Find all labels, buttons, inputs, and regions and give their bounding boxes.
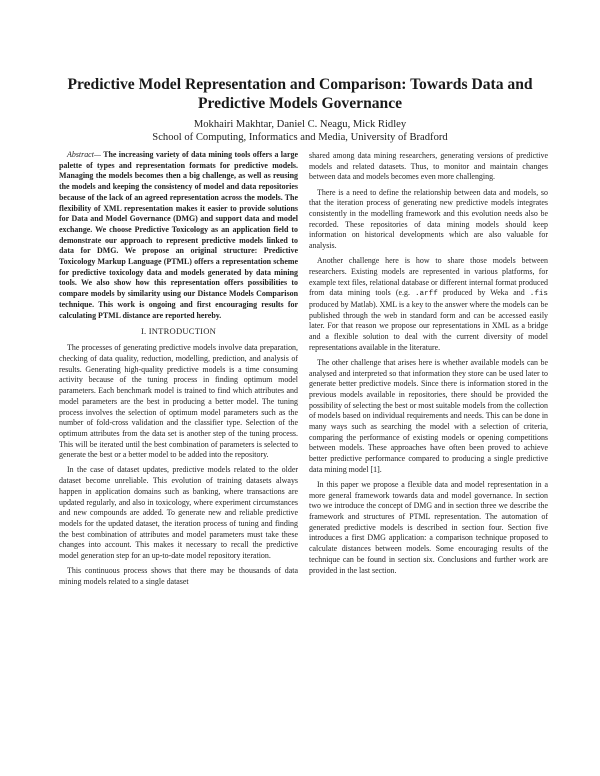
intro-paragraph-4: There is a need to define the relationship between data and models, so that the iteration process of generating new predictive models integrates consistently in the modelling framework and this evolution needs also be recorded. These repositories of data mining models should keep information on historical developments which are also valuable for analysis. [309, 187, 548, 251]
author-affiliation: School of Computing, Informatics and Media, University of Bradford [152, 132, 448, 143]
arff-extension: .arff [415, 290, 438, 299]
abstract-text: The increasing variety of data mining tools offers a large palette of types and representation formats for predictive models. Managing the models becomes then a big challenge, as well as reusing the models and keeping the consistency of model and data repositories because of the lack of an agreed representation across the models. The flexibility of XML representation makes it easier to provide solutions for Data and Model Governance (DMG) and support data and model exchange. We choose Predictive Toxicology as an application field to demonstrate our approach to represent predictive models linked to data for DMG. We propose an original structure: Predictive Toxicology Markup Language (PTML) offers a representation scheme for predictive toxicology data and models generated by data mining tools. We also show how this representation offers possibilities to compare models by similarity using our Distance Models Comparison technique. This work is ongoing and first encouraging results for calculating PTML distance are reported hereby. [59, 150, 298, 320]
intro-paragraph-7: In this paper we propose a flexible data and model representation in a more general framework towards data and model governance. In section two we introduce the concept of DMG and in section three we describe the framework and structures of PTML representation. The automation of generated predictive models is described in section four. Section five introduces a first DMG application: a comparison technique proposed to calculate distances between models. Some encouraging results of the technique can be found in section six. Conclusions and further work are provided in the last section. [309, 479, 548, 575]
intro-paragraph-6: The other challenge that arises here is whether available models can be analysed and interpreted so that information they store can be used later to generate better predictive models. Since there is information stored in the previous models available in repositories, there should be provided the possibility of selecting the best or most suitable models from the collection of models based on individual requirements and needs. This can be done in many ways such as searching the model with a selection of criteria, comparing the performance of existing models or opening competitions between models. These approaches have often been proved to achieve better predictive performance compared to producing a single predictive data mining model [1]. [309, 357, 548, 474]
author-block [40, 118, 560, 144]
intro-paragraph-2: In the case of dataset updates, predictive models related to the older dataset become unreliable. This evolution of training datasets always happen in application domains such as banking, where transactions are updated regularly, and also in toxicology, where experiment circumstances and new compounds are added. To generate new and reliable predictive models for the updated dataset, the iteration process of tuning and finding the best combination of attributes and model parameters must take these changes into account. This makes it necessary to recall the predictive model generation step for an up-to-date model repository iteration. [59, 465, 298, 561]
right-column [309, 151, 548, 581]
abstract-label: Abstract [67, 150, 94, 159]
intro-paragraph-3-continued: shared among data mining researchers, generating versions of predictive models and related datasets. Thus, to monitor and maintain changes between data and models becomes even more challenging. [309, 151, 548, 182]
fis-extension: .fis [529, 290, 548, 299]
paper-title: Predictive Model Representation and Comparison: Towards Data and Predictive Models Governance [67, 76, 533, 112]
intro-paragraph-3: This continuous process shows that there may be thousands of data mining models related to a single dataset [59, 566, 298, 586]
abstract: Abstract— The increasing variety of data mining tools offers a large palette of types and representation formats for predictive models. Managing the models becomes then a big challenge, as well as reusing the models and keeping the consistency of model and data repositories because of the lack of an agreed representation across the models. The flexibility of XML representation makes it easier to provide solutions for Data and Model Governance (DMG) and support data and model exchange. We choose Predictive Toxicology as an application field to demonstrate our approach to represent predictive models linked to data for DMG. We propose an original structure: Predictive Toxicology Markup Language (PTML) offers a representation scheme for predictive toxicology data and models generated by data mining tools. We also show how this representation offers possibilities to compare models by similarity using our Distance Models Comparison technique. This work is ongoing and first encouraging results for calculating PTML distance are reported hereby. [59, 150, 298, 320]
author-names: Mokhairi Makhtar, Daniel C. Neagu, Mick Ridley [193, 119, 407, 130]
intro-paragraph-1: The processes of generating predictive models involve data preparation, checking of data quality, reduction, modelling, prediction, and analysis of results. Generating high-quality predictive models is a time consuming activity because of the tuning process in finding optimum model parameters. Each benchmark model is trained to find which attributes and model parameters are the best in producing a better model. The tuning process involves the selection of optimum model parameters such as the number of fold-cross validation and the classifier type. Selection of the optimum attributes from the data set is another step of the tuning process. This will be iterated until the best combination of parameters is selected to generate the best or a better model to be added into the repository. [59, 343, 298, 460]
intro-paragraph-5: Another challenge here is how to share those models between researchers. Existing models are represented in various platforms, for example text files, relational database or different internal format produced from data mining tools (e.g. .arff produced by Weka and .fis produced by Matlab). XML is a key to the answer where the models can be published through the web in standard form and can be accessed easily later. For that reason we propose our representations in XML as a bridge and a flexible solution to deal with the current diversity of model representations available in the literature. [309, 256, 548, 352]
left-column [59, 150, 298, 592]
section-heading-introduction: I. INTRODUCTION [140, 325, 217, 336]
